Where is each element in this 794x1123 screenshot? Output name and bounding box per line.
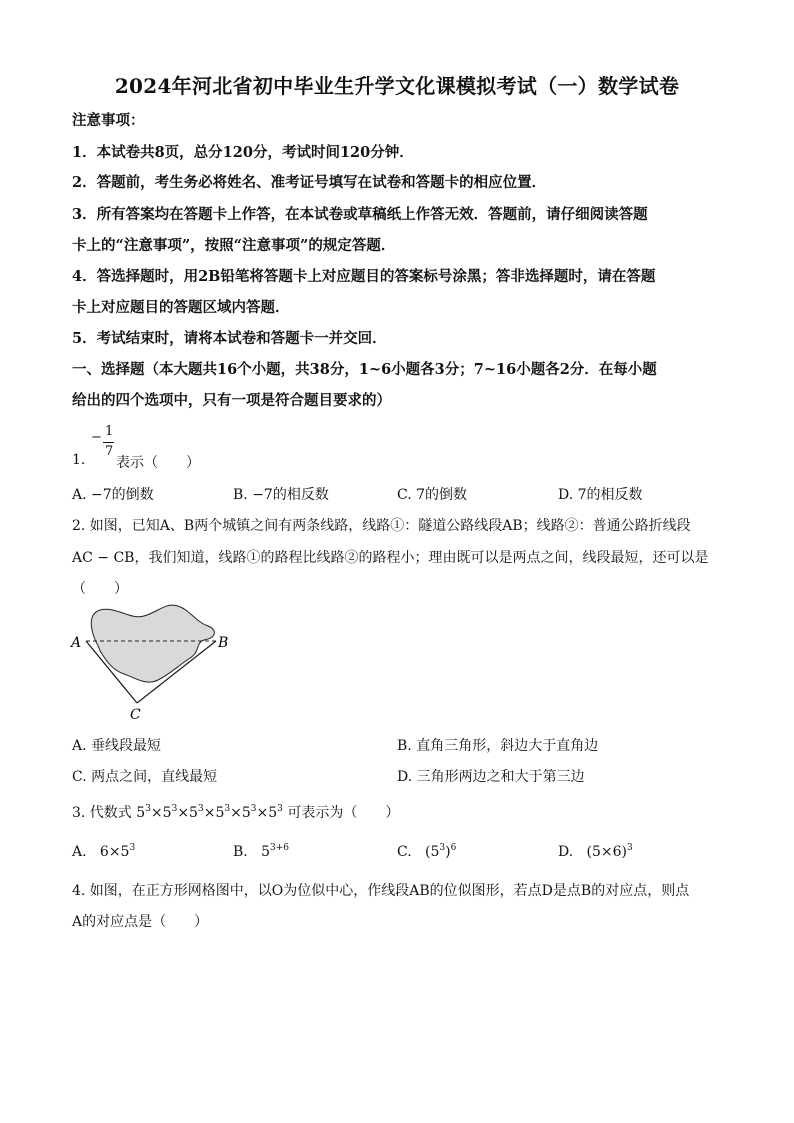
notice-item: 5．考试结束时，请将本试卷和答题卡一并交回． [72, 330, 387, 347]
q1-option-d: D. 7的相反数 [558, 487, 643, 503]
power-base: 5 [162, 805, 172, 821]
times-sign: × [177, 805, 190, 821]
q3-option-d: D. $(5\times 6)^3$ [558, 843, 633, 860]
point-c-label: C [130, 707, 141, 723]
q1-frac-denominator: 7 [105, 444, 114, 459]
notice-item: 2．答题前，考生务必将姓名、准考证号填写在试卷和答题卡的相应位置． [72, 174, 547, 191]
q1-option-a: A. −7的倒数 [72, 487, 154, 503]
power-exponent: 3 [250, 804, 257, 814]
q3-stem-prefix: 3. 代数式 [72, 805, 132, 821]
q1-number: 1. [72, 452, 86, 468]
q2-figure [66, 600, 246, 730]
times-sign: × [203, 805, 216, 821]
q1-frac-bar [103, 442, 114, 443]
notice-item: 4．答选择题时，用2B铅笔将答题卡上对应题目的答案标号涂黑；答非选择题时，请在答题 [72, 268, 656, 285]
q2-option-c: C. 两点之间，直线最短 [72, 769, 218, 785]
power-base: 5 [241, 805, 251, 821]
power-base: 5 [136, 805, 146, 821]
times-sign: × [150, 805, 163, 821]
q1-frac-sign: − [91, 430, 102, 445]
q2-stem-line: AC − CB，我们知道，线路①的路程比线路②的路程小；理由既可以是两点之间，线段最短，还可以是 [72, 550, 709, 566]
power-base: 5 [268, 805, 278, 821]
q3-stem-suffix: 可表示为（ ） [287, 805, 400, 821]
q3-option-a: A. $6\times 5^3$ [72, 843, 136, 860]
notice-item: 3．所有答案均在答题卡上作答，在本试卷或草稿纸上作答无效．答题前，请仔细阅读答题 [72, 206, 648, 223]
notice-item: 卡上对应题目的答题区域内答题． [72, 299, 290, 316]
power-base: 5 [215, 805, 225, 821]
q3-expression [136, 805, 283, 821]
q1-frac-numerator: 1 [105, 424, 114, 439]
q4-stem-line: 4. 如图，在正方形网格图中，以O为位似中心，作线段AB的位似图形，若点D是点B的对应点，则点 [72, 883, 690, 899]
q2-option-b: B. 直角三角形，斜边大于直角边 [397, 738, 599, 754]
notice-item: 卡上的“注意事项”，按照“注意事项”的规定答题． [72, 237, 396, 254]
q2-stem-line: （ ） [72, 581, 128, 597]
q3-stem [72, 802, 399, 822]
power-exponent: 3 [171, 804, 178, 814]
power-exponent: 3 [197, 804, 204, 814]
q4-stem-line: A的对应点是（ ） [72, 914, 209, 930]
power-base: 5 [189, 805, 198, 821]
point-a-label: A [71, 635, 82, 651]
point-b-label: B [218, 635, 229, 651]
section-heading: 一、选择题（本大题共16个小题，共38分，1~6小题各3分；7~16小题各2分．在每小题 [72, 361, 657, 378]
times-sign: × [230, 805, 242, 821]
notice-heading: 注意事项： [72, 112, 145, 129]
q3-option-c: C. $(5^3)^6$ [397, 843, 457, 860]
times-sign: × [256, 805, 269, 821]
exam-title: 2024年河北省初中毕业生升学文化课模拟考试（一）数学试卷 [114, 74, 680, 98]
power-exponent: 3 [224, 804, 231, 814]
notice-item: 1．本试卷共8页，总分120分，考试时间120分钟． [72, 144, 414, 161]
q1-option-b: B. −7的相反数 [233, 487, 329, 503]
section-heading: 给出的四个选项中，只有一项是符合题目要求的） [72, 392, 391, 409]
q1-option-c: C. 7的倒数 [397, 487, 468, 503]
power-exponent: 3 [145, 804, 151, 814]
q1-stem: 表示（ ） [116, 455, 200, 471]
q2-option-a: A. 垂线段最短 [72, 738, 162, 754]
q3-option-b: B. $5^{3+6}$ [233, 843, 290, 860]
q2-option-d: D. 三角形两边之和大于第三边 [397, 769, 585, 785]
q2-stem-line: 2. 如图，已知A、B两个城镇之间有两条线路，线路①：隧道公路线段AB；线路②：普通公路折线段 [72, 518, 691, 534]
power-exponent: 3 [277, 804, 283, 814]
